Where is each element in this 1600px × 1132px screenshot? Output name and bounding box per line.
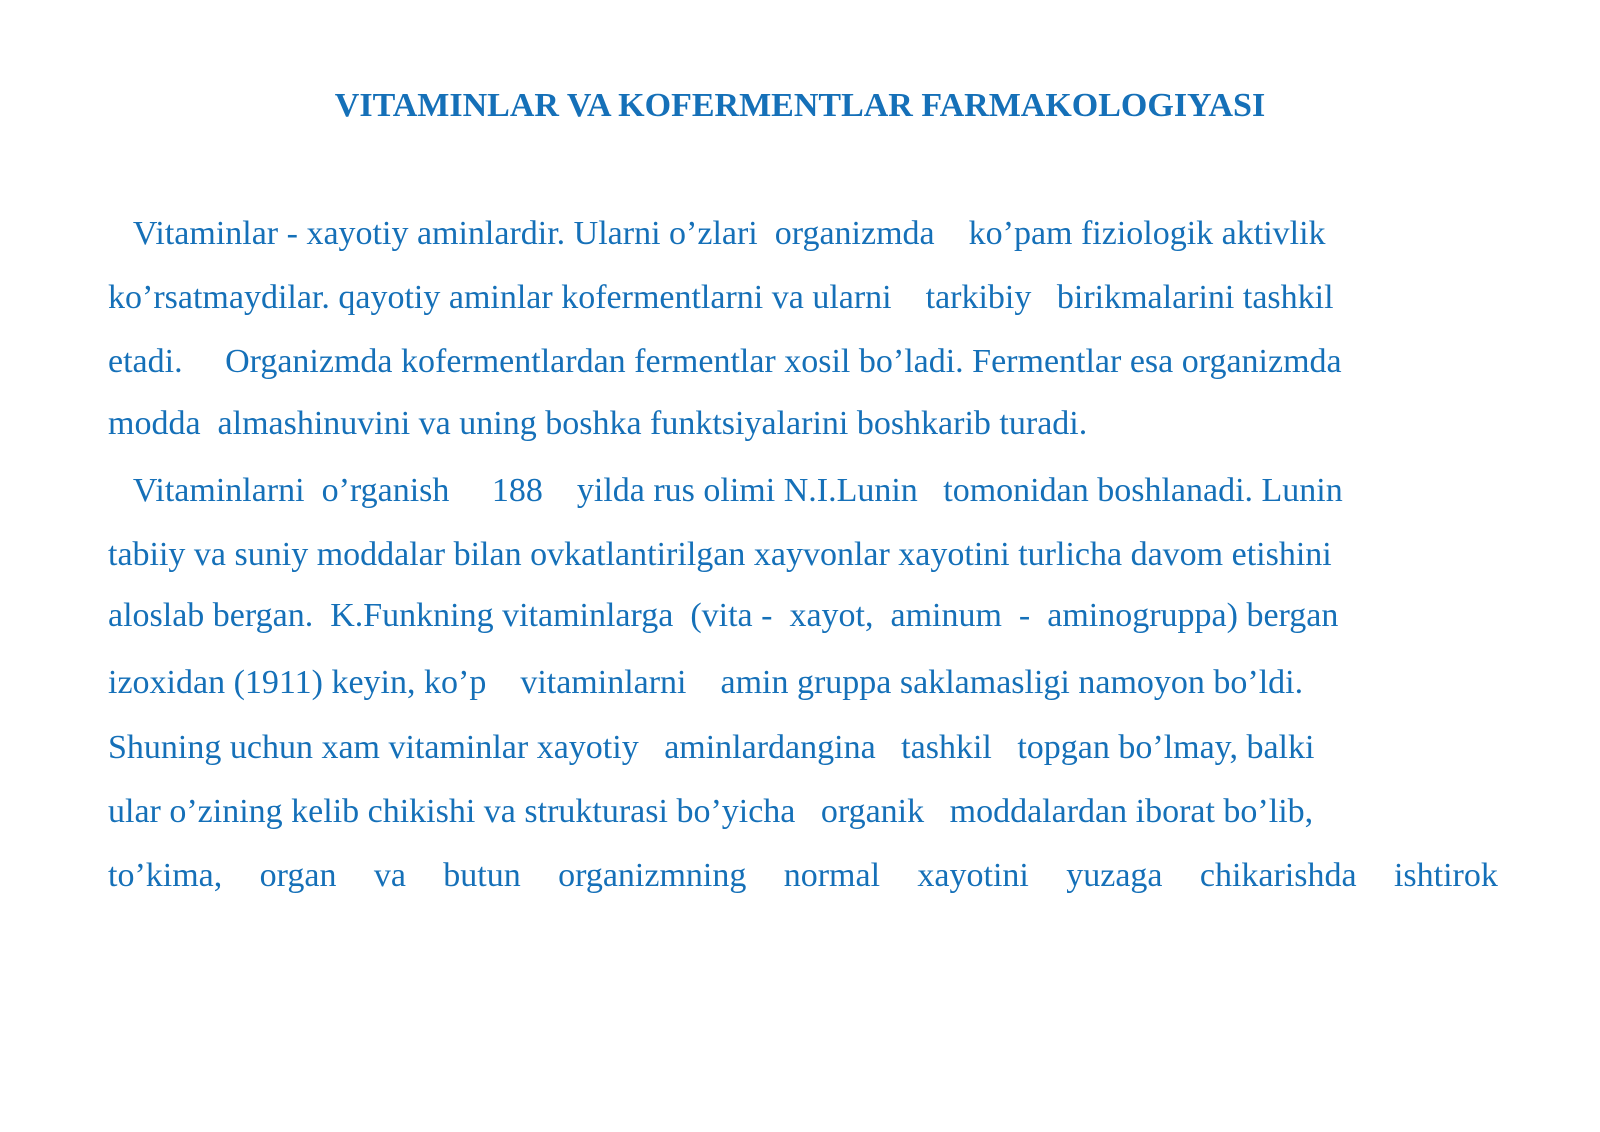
word: va xyxy=(373,857,406,894)
word: organizmning xyxy=(558,857,747,894)
document-title: VITAMINLAR VA KOFERMENTLAR FARMAKOLOGIYASI xyxy=(334,87,1266,124)
word: chikarishda xyxy=(1199,857,1357,894)
text-line-7: aloslab bergan. K.Funkning vitaminlarga (vita - xayot, aminum - aminogruppa) bergan xyxy=(108,597,1339,634)
word: to’kima, xyxy=(108,857,223,894)
text-line-2: ko’rsatmaydilar. qayotiy aminlar kofermentlarni va ularni tarkibiy birikmalarini tashkil xyxy=(108,279,1334,316)
text-line-4: modda almashinuvini va uning boshka funktsiyalarini boshkarib turadi. xyxy=(108,405,1088,442)
word: yuzaga xyxy=(1066,857,1163,894)
word: organ xyxy=(259,857,337,894)
text-line-3: etadi. Organizmda kofermentlardan fermentlar xosil bo’ladi. Fermentlar esa organizmda xyxy=(108,343,1342,380)
word: xayotini xyxy=(917,857,1029,894)
text-line-1: Vitaminlar - xayotiy aminlardir. Ularni o’zlari organizmda ko’pam fiziologik aktivlik xyxy=(108,215,1326,252)
word: butun xyxy=(443,857,521,894)
word: normal xyxy=(783,857,881,894)
text-line-9: Shuning uchun xam vitaminlar xayotiy aminlardangina tashkil topgan bo’lmay, balki xyxy=(108,729,1315,766)
text-line-6: tabiiy va suniy moddalar bilan ovkatlantirilgan xayvonlar xayotini turlicha davom etishini xyxy=(108,536,1332,573)
text-line-5: Vitaminlarni o’rganish 188 yilda rus olimi N.I.Lunin tomonidan boshlanadi. Lunin xyxy=(108,472,1343,509)
text-line-8: izoxidan (1911) keyin, ko’p vitaminlarni amin gruppa saklamasligi namoyon bo’ldi. xyxy=(108,664,1304,701)
text-line-11 xyxy=(108,854,1498,898)
word: ishtirok xyxy=(1393,857,1498,894)
text-line-10: ular o’zining kelib chikishi va strukturasi bo’yicha organik moddalardan iborat bo’lib, xyxy=(108,793,1314,830)
